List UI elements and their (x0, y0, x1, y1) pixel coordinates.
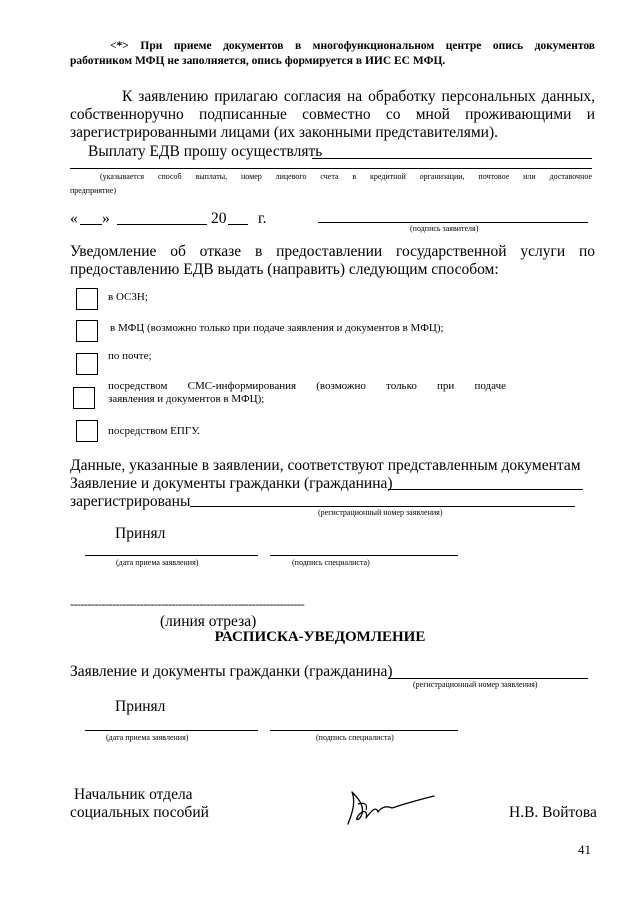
receipt-spec-hint: (подпись специалиста) (316, 733, 394, 742)
page-number: 41 (578, 842, 591, 857)
notification-line-1: Уведомление об отказе в предоставлении государственной услуги по (70, 243, 595, 260)
date-hint: (дата приема заявления) (116, 558, 199, 567)
option-sms-checkbox[interactable] (73, 387, 95, 409)
date-year-suffix: г. (258, 210, 267, 227)
date-year-field[interactable] (228, 224, 248, 225)
specialist-signature-field[interactable] (270, 555, 458, 556)
option-epgu-checkbox[interactable] (76, 420, 98, 442)
payment-label: Выплату ЕДВ прошу осуществлять (88, 143, 323, 160)
date-open-quote: « (70, 210, 78, 227)
signature-image (338, 782, 438, 832)
date-month-field[interactable] (117, 224, 207, 225)
reg-hint: (регистрационный номер заявления) (318, 508, 443, 517)
receipt-docs-label: Заявление и документы гражданки (гражданина) (70, 663, 393, 680)
notification-line-2: предоставлению ЕДВ выдать (направить) следующим способом: (70, 261, 499, 278)
applicant-name-field[interactable] (388, 489, 583, 490)
cut-label: (линия отреза) (160, 613, 257, 630)
option-sms-label (108, 380, 506, 406)
note-line-1: <*> При приеме документов в многофункциональном центре опись документов (110, 40, 595, 52)
receipt-accept-date-field[interactable] (85, 730, 258, 731)
payment-hint-2: предприятие) (70, 186, 117, 195)
signature-hint: (подпись заявителя) (410, 224, 479, 233)
option-oszn-label: в ОСЗН; (108, 291, 148, 303)
receipt-title: РАСПИСКА-УВЕДОМЛЕНИЕ (214, 629, 426, 645)
accept-date-field[interactable] (85, 555, 258, 556)
option-post-label: по почте; (108, 350, 152, 362)
consent-block (70, 88, 595, 142)
date-day-field[interactable] (80, 224, 102, 225)
consent-line-1: К заявлению прилагаю согласия на обработку персональных данных, (122, 88, 595, 105)
cut-line: ------------------------------------------------------------------- (70, 597, 305, 611)
payment-method-field-2[interactable] (70, 168, 592, 169)
option-sms-label-2: заявления и документов в МФЦ); (108, 393, 265, 405)
option-sms-label-1: посредством СМС-информирования (возможно только при подаче (108, 380, 506, 392)
date-year-prefix: 20 (211, 210, 227, 227)
spec-hint: (подпись специалиста) (292, 558, 370, 567)
note-block (70, 39, 595, 69)
receipt-date-hint: (дата приема заявления) (106, 733, 189, 742)
consent-line-2: собственноручно подписанные совместно со мной проживающими и (70, 106, 595, 123)
receipt-reg-number-field[interactable] (388, 678, 588, 679)
applicant-signature-field[interactable] (318, 222, 588, 223)
data-match-text: Данные, указанные в заявлении, соответствуют представленным документам (70, 457, 581, 474)
footer-position-1: Начальник отдела (74, 786, 193, 803)
option-oszn-checkbox[interactable] (76, 288, 98, 310)
reg-number-field[interactable] (190, 506, 575, 507)
payment-hint-1: (указывается способ выплаты, номер лицевого счета в кредитной организации, почтовое или доставочное (100, 172, 592, 181)
note-line-2: работником МФЦ не заполняется, опись формируется в ИИС ЕС МФЦ. (70, 55, 446, 67)
option-mfc-label: в МФЦ (возможно только при подаче заявления и документов в МФЦ); (110, 322, 444, 334)
receipt-accepted-label: Принял (115, 698, 166, 715)
option-mfc-checkbox[interactable] (76, 320, 98, 342)
option-epgu-label: посредством ЕПГУ. (108, 425, 200, 437)
payment-method-field[interactable] (312, 158, 592, 159)
consent-line-3: зарегистрированными лицами (их законными представителями). (70, 124, 498, 141)
option-post-checkbox[interactable] (76, 353, 98, 375)
receipt-specialist-signature-field[interactable] (270, 730, 458, 731)
docs-label: Заявление и документы гражданки (гражданина) (70, 475, 393, 492)
receipt-reg-hint: (регистрационный номер заявления) (413, 680, 538, 689)
footer-position-2: социальных пособий (70, 804, 209, 821)
registered-label: зарегистрированы (70, 493, 191, 510)
notification-block (70, 243, 595, 279)
accepted-label: Принял (115, 525, 166, 542)
footer-name: Н.В. Войтова (509, 804, 597, 821)
date-close-quote: » (102, 210, 110, 227)
